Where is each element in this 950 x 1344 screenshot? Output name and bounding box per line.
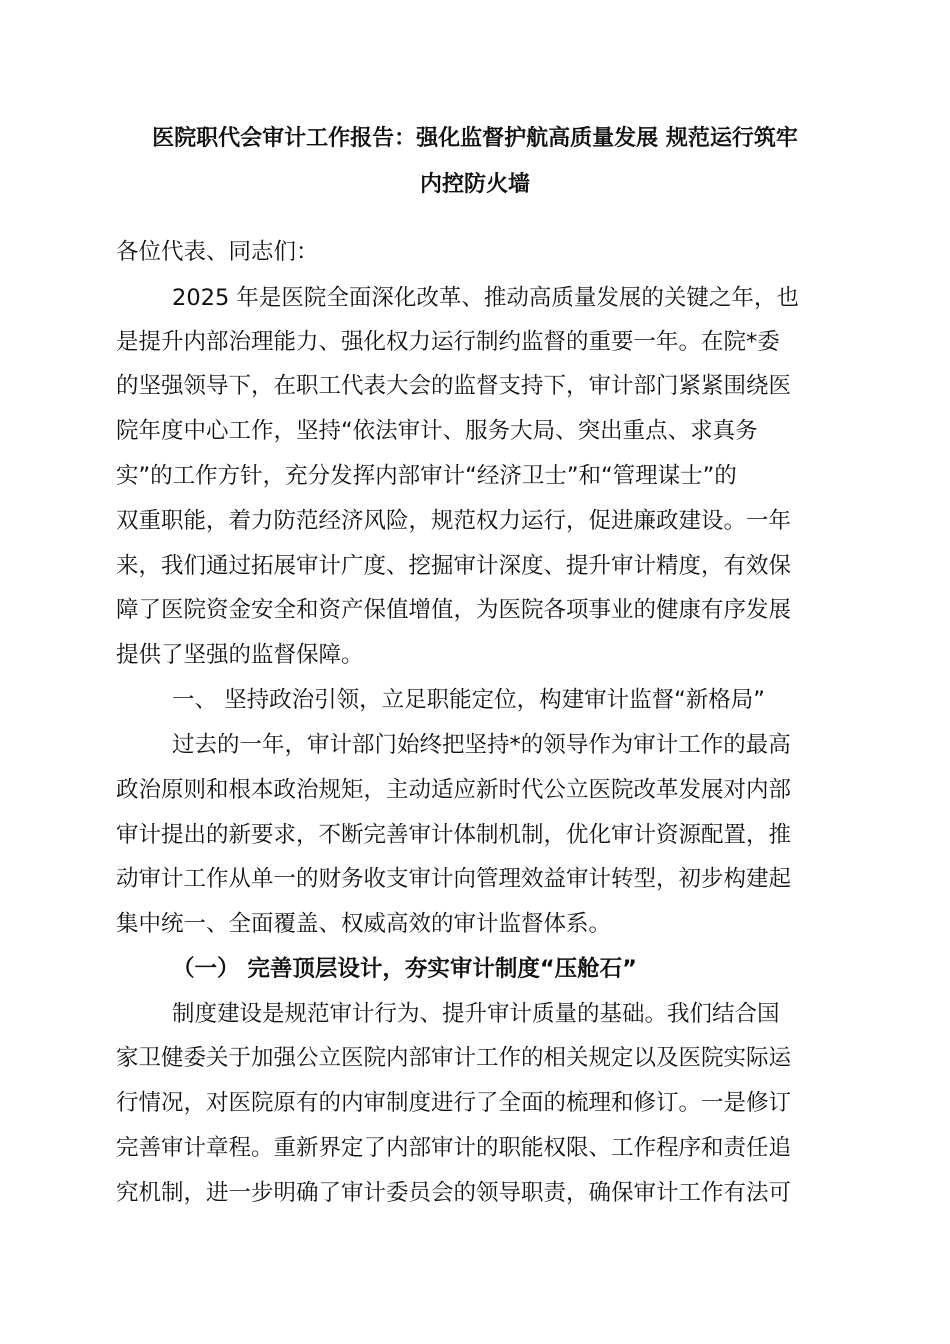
paragraph-line: 政治原则和根本政治规矩，主动适应新时代公立医院改革发展对内部 <box>116 777 792 803</box>
paragraph-line: 2025 年是医院全面深化改革、推动高质量发展的关键之年，也 <box>172 285 799 311</box>
paragraph-line: 是提升内部治理能力、强化权力运行制约监督的重要一年。在院*委 <box>116 329 780 355</box>
paragraph-line: 实”的工作方针，充分发挥内部审计“经济卫士”和“管理谋士”的 <box>116 463 737 489</box>
paragraph-line: 审计提出的新要求，不断完善审计体制机制，优化审计资源配置，推 <box>116 822 792 848</box>
paragraph-line: 制度建设是规范审计行为、提升审计质量的基础。我们结合国 <box>172 1001 780 1027</box>
paragraph-line: 行情况，对医院原有的内审制度进行了全面的梳理和修订。一是修订 <box>116 1090 792 1116</box>
paragraph-line: 究机制，进一步明确了审计委员会的领导职责，确保审计工作有法可 <box>116 1180 792 1206</box>
section-heading-1: 一、 坚持政治引领，立足职能定位，构建审计监督“新格局” <box>172 687 765 713</box>
paragraph-line: 提供了坚强的监督保障。 <box>116 642 364 668</box>
paragraph-line: 障了医院资金安全和资产保值增值，为医院各项事业的健康有序发展 <box>116 597 792 623</box>
paragraph-line: 动审计工作从单一的财务收支审计向管理效益审计转型，初步构建起 <box>116 866 792 892</box>
salutation: 各位代表、同志们： <box>116 239 319 265</box>
paragraph-line: 来，我们通过拓展审计广度、挖掘审计深度、提升审计精度，有效保 <box>116 553 792 579</box>
subsection-heading-1: （一） 完善顶层设计，夯实审计制度“压舱石” <box>172 956 637 982</box>
paragraph-line: 的坚强领导下，在职工代表大会的监督支持下，审计部门紧紧围绕医 <box>116 373 792 399</box>
paragraph-line: 集中统一、全面覆盖、权威高效的审计监督体系。 <box>116 911 612 937</box>
paragraph-line: 双重职能，着力防范经济风险，规范权力运行，促进廉政建设。一年 <box>116 508 792 534</box>
document-title-line-1: 医院职代会审计工作报告：强化监督护航高质量发展 规范运行筑牢 <box>152 126 798 151</box>
document-title-line-2: 内控防火墙 <box>419 172 530 197</box>
paragraph-line: 院年度中心工作，坚持“依法审计、服务大局、突出重点、求真务 <box>116 418 758 444</box>
paragraph-line: 家卫健委关于加强公立医院内部审计工作的相关规定以及医院实际运 <box>116 1045 792 1071</box>
paragraph-line: 完善审计章程。重新界定了内部审计的职能权限、工作程序和责任追 <box>116 1135 792 1161</box>
paragraph-line: 过去的一年，审计部门始终把坚持*的领导作为审计工作的最高 <box>172 732 791 758</box>
